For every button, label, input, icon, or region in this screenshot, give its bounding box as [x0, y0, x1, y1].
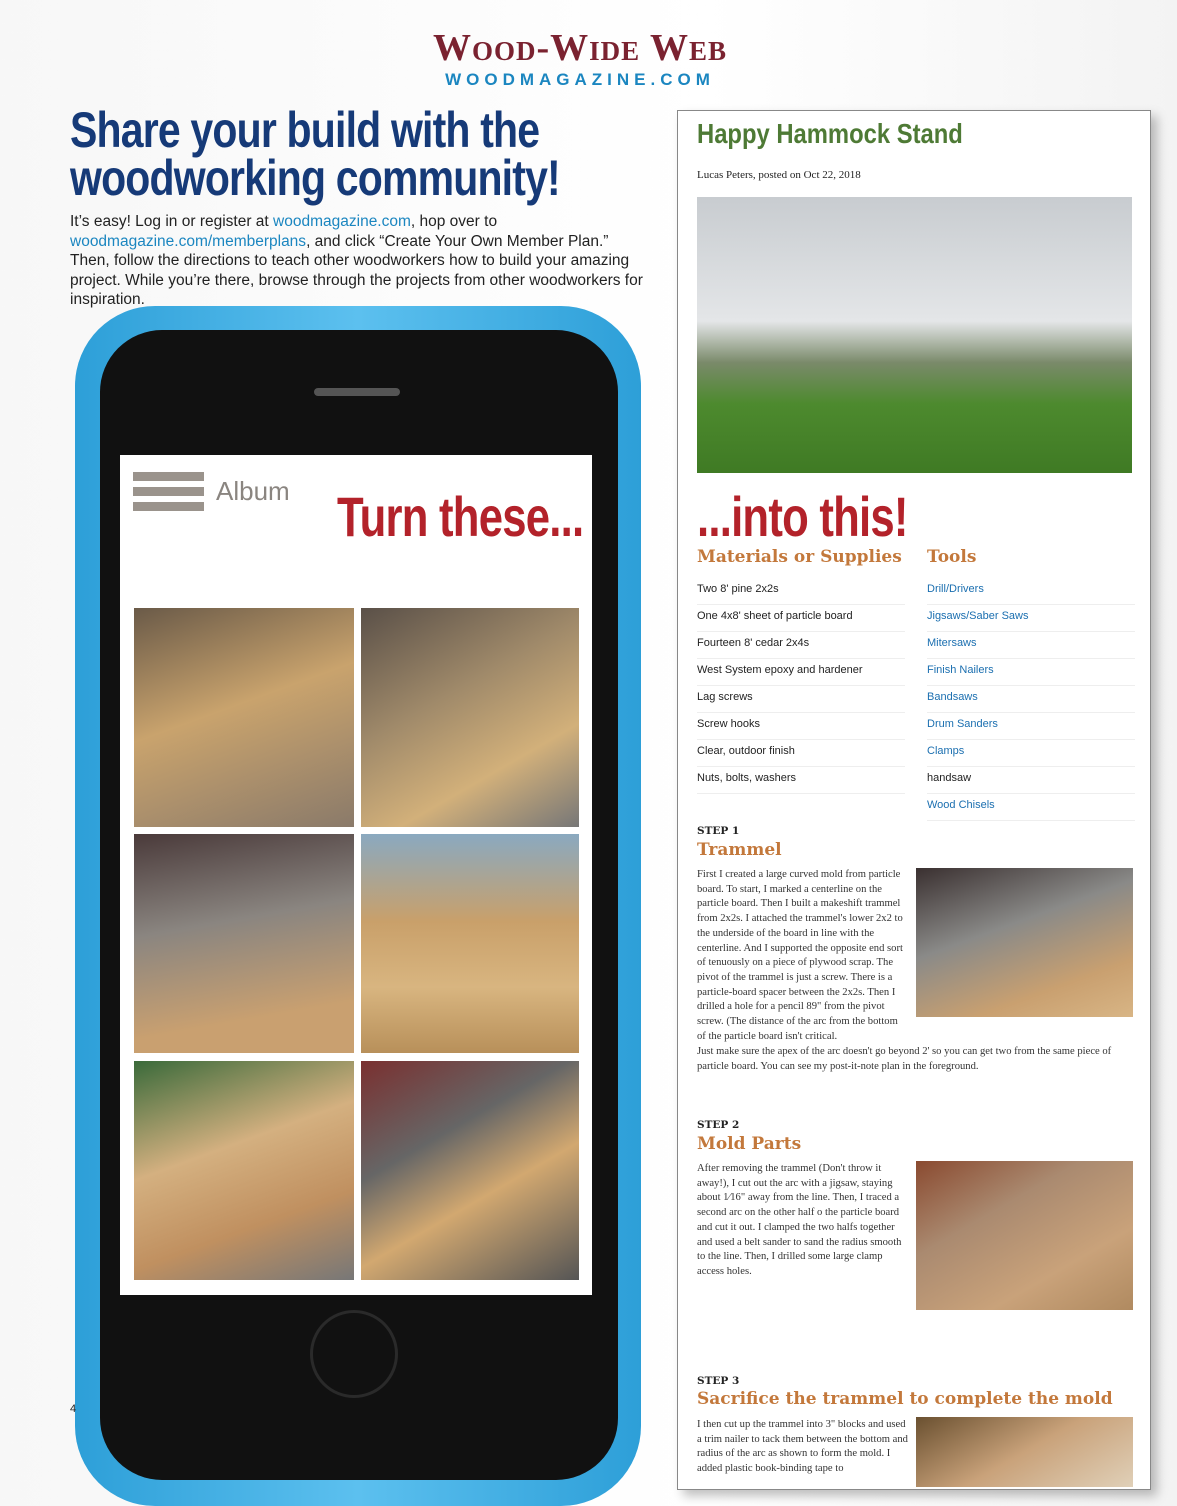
- material-item: Fourteen 8' cedar 2x4s: [697, 632, 905, 659]
- menu-icon-bar: [133, 502, 204, 511]
- material-item: Clear, outdoor finish: [697, 740, 905, 767]
- step-text: First I created a large curved mold from particle board. To start, I marked a centerline on the particle board. Then I built a makeshift trammel from 2x2s. I attached the trammel's lower 2x2 to the underside of the board in line with the centerline. And I supported the opposite end sort of tenuously on a piece of plywood scrap. The pivot of the trammel is just a screw. There is a particle-board spacer between the 2x2s. Then I drilled a hole for a pencil 89" from the pivot screw. (The distance of the arc from the bottom of the particle board isn't critical.: [697, 869, 903, 1042]
- turn-these-text: Turn these...: [337, 485, 584, 548]
- material-item: Nuts, bolts, washers: [697, 767, 905, 794]
- step-text: After removing the trammel (Don't throw it away!), I cut out the arc with a jigsaw, staying about 1⁄16" away from the line. Then, I traced a second arc on the other half o the particle board and cut it out. I clamped the two halfs together and used a belt sander to sand the radius smooth to the line. Then, I drilled some large clamp access holes.: [697, 1163, 902, 1277]
- step-photo: [916, 1161, 1133, 1310]
- tool-link[interactable]: Clamps: [927, 740, 1135, 767]
- intro-paragraph: It’s easy! Log in or register at woodmagazine.com, hop over to woodmagazine.com/memberplans, and click “Create Your Own Member Plan.” Then, follow the directions to teach other woodworkers how to build your amazing project. While you’re there, browse through the projects from other woodworkers for inspiration.: [70, 213, 643, 308]
- step-title: Trammel: [697, 840, 782, 860]
- site-url: WOODMAGAZINE.COM: [445, 70, 715, 89]
- tools-heading: Tools: [927, 547, 977, 567]
- tool-link[interactable]: Drill/Drivers: [927, 578, 1135, 605]
- tool-item: handsaw: [927, 767, 1135, 794]
- tool-link[interactable]: Finish Nailers: [927, 659, 1135, 686]
- material-item: West System epoxy and hardener: [697, 659, 905, 686]
- step-label: STEP 1: [697, 825, 740, 837]
- memberplans-link[interactable]: woodmagazine.com/memberplans: [70, 232, 307, 250]
- home-button[interactable]: [310, 1310, 398, 1398]
- materials-heading: Materials or Supplies: [697, 547, 902, 567]
- page-number: 4: [70, 1403, 77, 1415]
- into-this-text: ...into this!: [697, 485, 908, 548]
- album-label: Album: [216, 476, 290, 506]
- woodmagazine-link[interactable]: woodmagazine.com: [273, 213, 411, 230]
- album-photo[interactable]: [134, 1061, 354, 1280]
- tool-link[interactable]: Bandsaws: [927, 686, 1135, 713]
- album-photo[interactable]: [361, 608, 579, 827]
- material-item: One 4x8' sheet of particle board: [697, 605, 905, 632]
- menu-icon-bar: [133, 487, 204, 496]
- tool-link[interactable]: Mitersaws: [927, 632, 1135, 659]
- tool-link[interactable]: Jigsaws/Saber Saws: [927, 605, 1135, 632]
- step-text: I then cut up the trammel into 3" blocks and used a trim nailer to tack them between the bottom and radius of the arc as shown to form the mold. I added plastic book-binding tape to: [697, 1419, 908, 1475]
- step-text-continued: Just make sure the apex of the arc doesn't go beyond 2' so you can get two from the same piece of particle board. You can see my post-it-note plan in the foreground.: [697, 1046, 1112, 1072]
- album-photo[interactable]: [361, 834, 579, 1053]
- album-photo[interactable]: [134, 834, 354, 1053]
- album-photo[interactable]: [361, 1061, 579, 1280]
- material-item: Two 8' pine 2x2s: [697, 578, 905, 605]
- byline: Lucas Peters, posted on Oct 22, 2018: [697, 169, 861, 181]
- material-item: Lag screws: [697, 686, 905, 713]
- menu-icon[interactable]: [133, 472, 204, 481]
- step-title: Mold Parts: [697, 1134, 802, 1154]
- tool-link[interactable]: Drum Sanders: [927, 713, 1135, 740]
- step-photo: [916, 868, 1133, 1017]
- material-item: Screw hooks: [697, 713, 905, 740]
- step-title: Sacrifice the trammel to complete the mold: [697, 1389, 1113, 1409]
- album-photo[interactable]: [134, 608, 354, 827]
- section-brand: Wood-Wide Web: [432, 27, 727, 69]
- hero-photo: [697, 197, 1132, 473]
- step-photo: [916, 1417, 1133, 1487]
- tool-link[interactable]: Wood Chisels: [927, 794, 1135, 821]
- headline: Share your build with the woodworking community!: [70, 102, 560, 206]
- step-label: STEP 2: [697, 1119, 740, 1131]
- step-label: STEP 3: [697, 1375, 740, 1387]
- plan-title: Happy Hammock Stand: [697, 118, 963, 149]
- phone-speaker: [314, 388, 400, 396]
